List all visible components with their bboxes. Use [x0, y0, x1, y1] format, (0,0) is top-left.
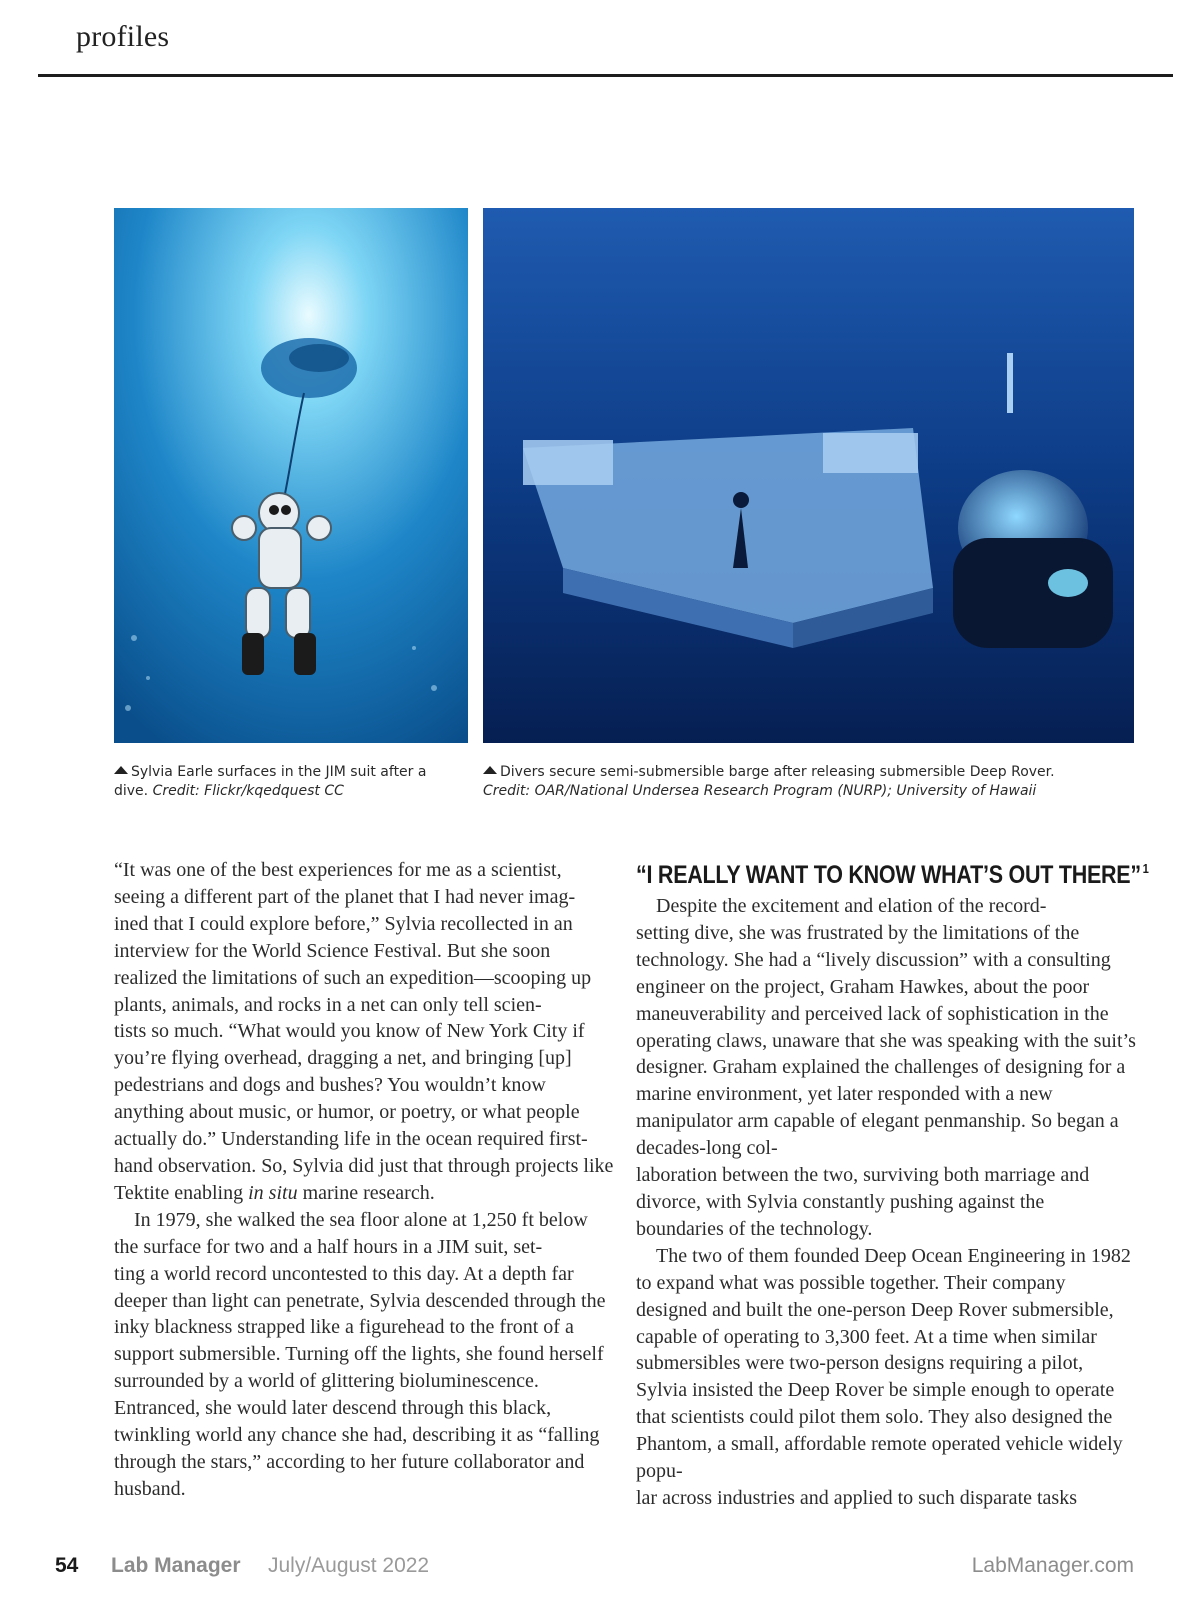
caption-triangle-icon	[483, 766, 497, 774]
section-label: profiles	[76, 20, 170, 53]
magazine-name: Lab Manager	[111, 1554, 241, 1577]
jim-suit-illustration	[114, 208, 468, 743]
body-paragraph: Despite the excitement and elation of the record- setting dive, she was frustrated by the limitations of the technology. She had a “lively discussion” with a consulting engineer on the project, Graham Hawkes, about the poor maneuverability and perceived lack of sophistication in the operating claws, unaware that she was speaking with the suit’s designer. Graham explained the challenges of designing for a marine environment, yet later responded with a new manipulator arm capable of elegant penmanship. So began a decades-long col- laboration between the two, surviving both marriage and divorce, with Sylvia constantly pushing against the boundaries of the technology.	[636, 895, 1136, 1240]
page-number: 54	[55, 1554, 79, 1577]
body-paragraph: The two of them founded Deep Ocean Engineering in 1982 to expand what was possible together. Their company designed and built the one-person Deep Rover submersible, capable of operating to 3,300 feet. At a time when similar submersibles were two-person designs requiring a pilot, Sylvia insisted the Deep Rover be simple enough to operate that scientists could pilot them solo. They also designed the Phantom, a small, affordable remote operated vehicle widely popu- lar across industries and applied to such disparate tasks	[636, 1244, 1131, 1509]
caption-left-credit: Credit: Flickr/kqedquest CC	[152, 783, 344, 799]
caption-triangle-icon	[114, 766, 128, 774]
body-column-left	[114, 857, 614, 1503]
italic-term: in situ	[248, 1181, 298, 1204]
photo-deep-rover-barge	[483, 208, 1134, 743]
caption-right-credit: Credit: OAR/National Undersea Research Program (NURP); University of Hawaii	[483, 783, 1037, 799]
body-column-right	[636, 853, 1149, 1512]
photo-jim-suit-diver	[114, 208, 468, 743]
footnote-marker: 1	[1142, 861, 1149, 876]
body-paragraph: In 1979, she walked the sea floor alone at 1,250 ft below the surface for two and a half hours in a JIM suit, set- ting a world record uncontested to this day. At a depth far deeper than light can penetrate, Sylvia descended through the inky blackness strapped like a figurehead to the front of a support submersible. Turning off the lights, she found herself surrounded by a world of glittering bioluminescence. Entranced, she would later descend through this black, twinkling world any chance she had, describing it as “falling through the stars,” according to her future collaborator and husband.	[114, 1208, 606, 1500]
website-link[interactable]: LabManager.com	[971, 1554, 1134, 1577]
issue-date: July/August 2022	[268, 1554, 430, 1577]
caption-left	[114, 763, 454, 801]
caption-right-text: Divers secure semi-submersible barge after releasing submersible Deep Rover.	[500, 764, 1055, 780]
caption-right	[483, 763, 1143, 801]
body-paragraph: “It was one of the best experiences for me as a scientist, seeing a different part of the planet that I had never imag- ined that I could explore before,” Sylvia recollected in an interview for the World Science Festival. But she soon realized the limitations of such an expedition—scooping up plants, animals, and rocks in a net can only tell scien- tists so much. “What would you know of New York City if you’re flying overhead, dragging a net, and bringing [up] pedestrians and dogs and bushes? You wouldn’t know anything about music, or humor, or poetry, or what people actually do.” Understanding life in the ocean required first-hand observation. So, Sylvia did just that through projects like Tektite enabling in situ marine research.	[114, 859, 614, 1204]
section-subhead: “I REALLY WANT TO KNOW WHAT’S OUT THERE” $^1$	[636, 861, 1149, 889]
barge-and-submersible-illustration	[483, 208, 1134, 743]
caption-left-text: Sylvia Earle surfaces in the JIM suit after a dive.	[114, 764, 427, 799]
header-rule	[38, 74, 1173, 77]
